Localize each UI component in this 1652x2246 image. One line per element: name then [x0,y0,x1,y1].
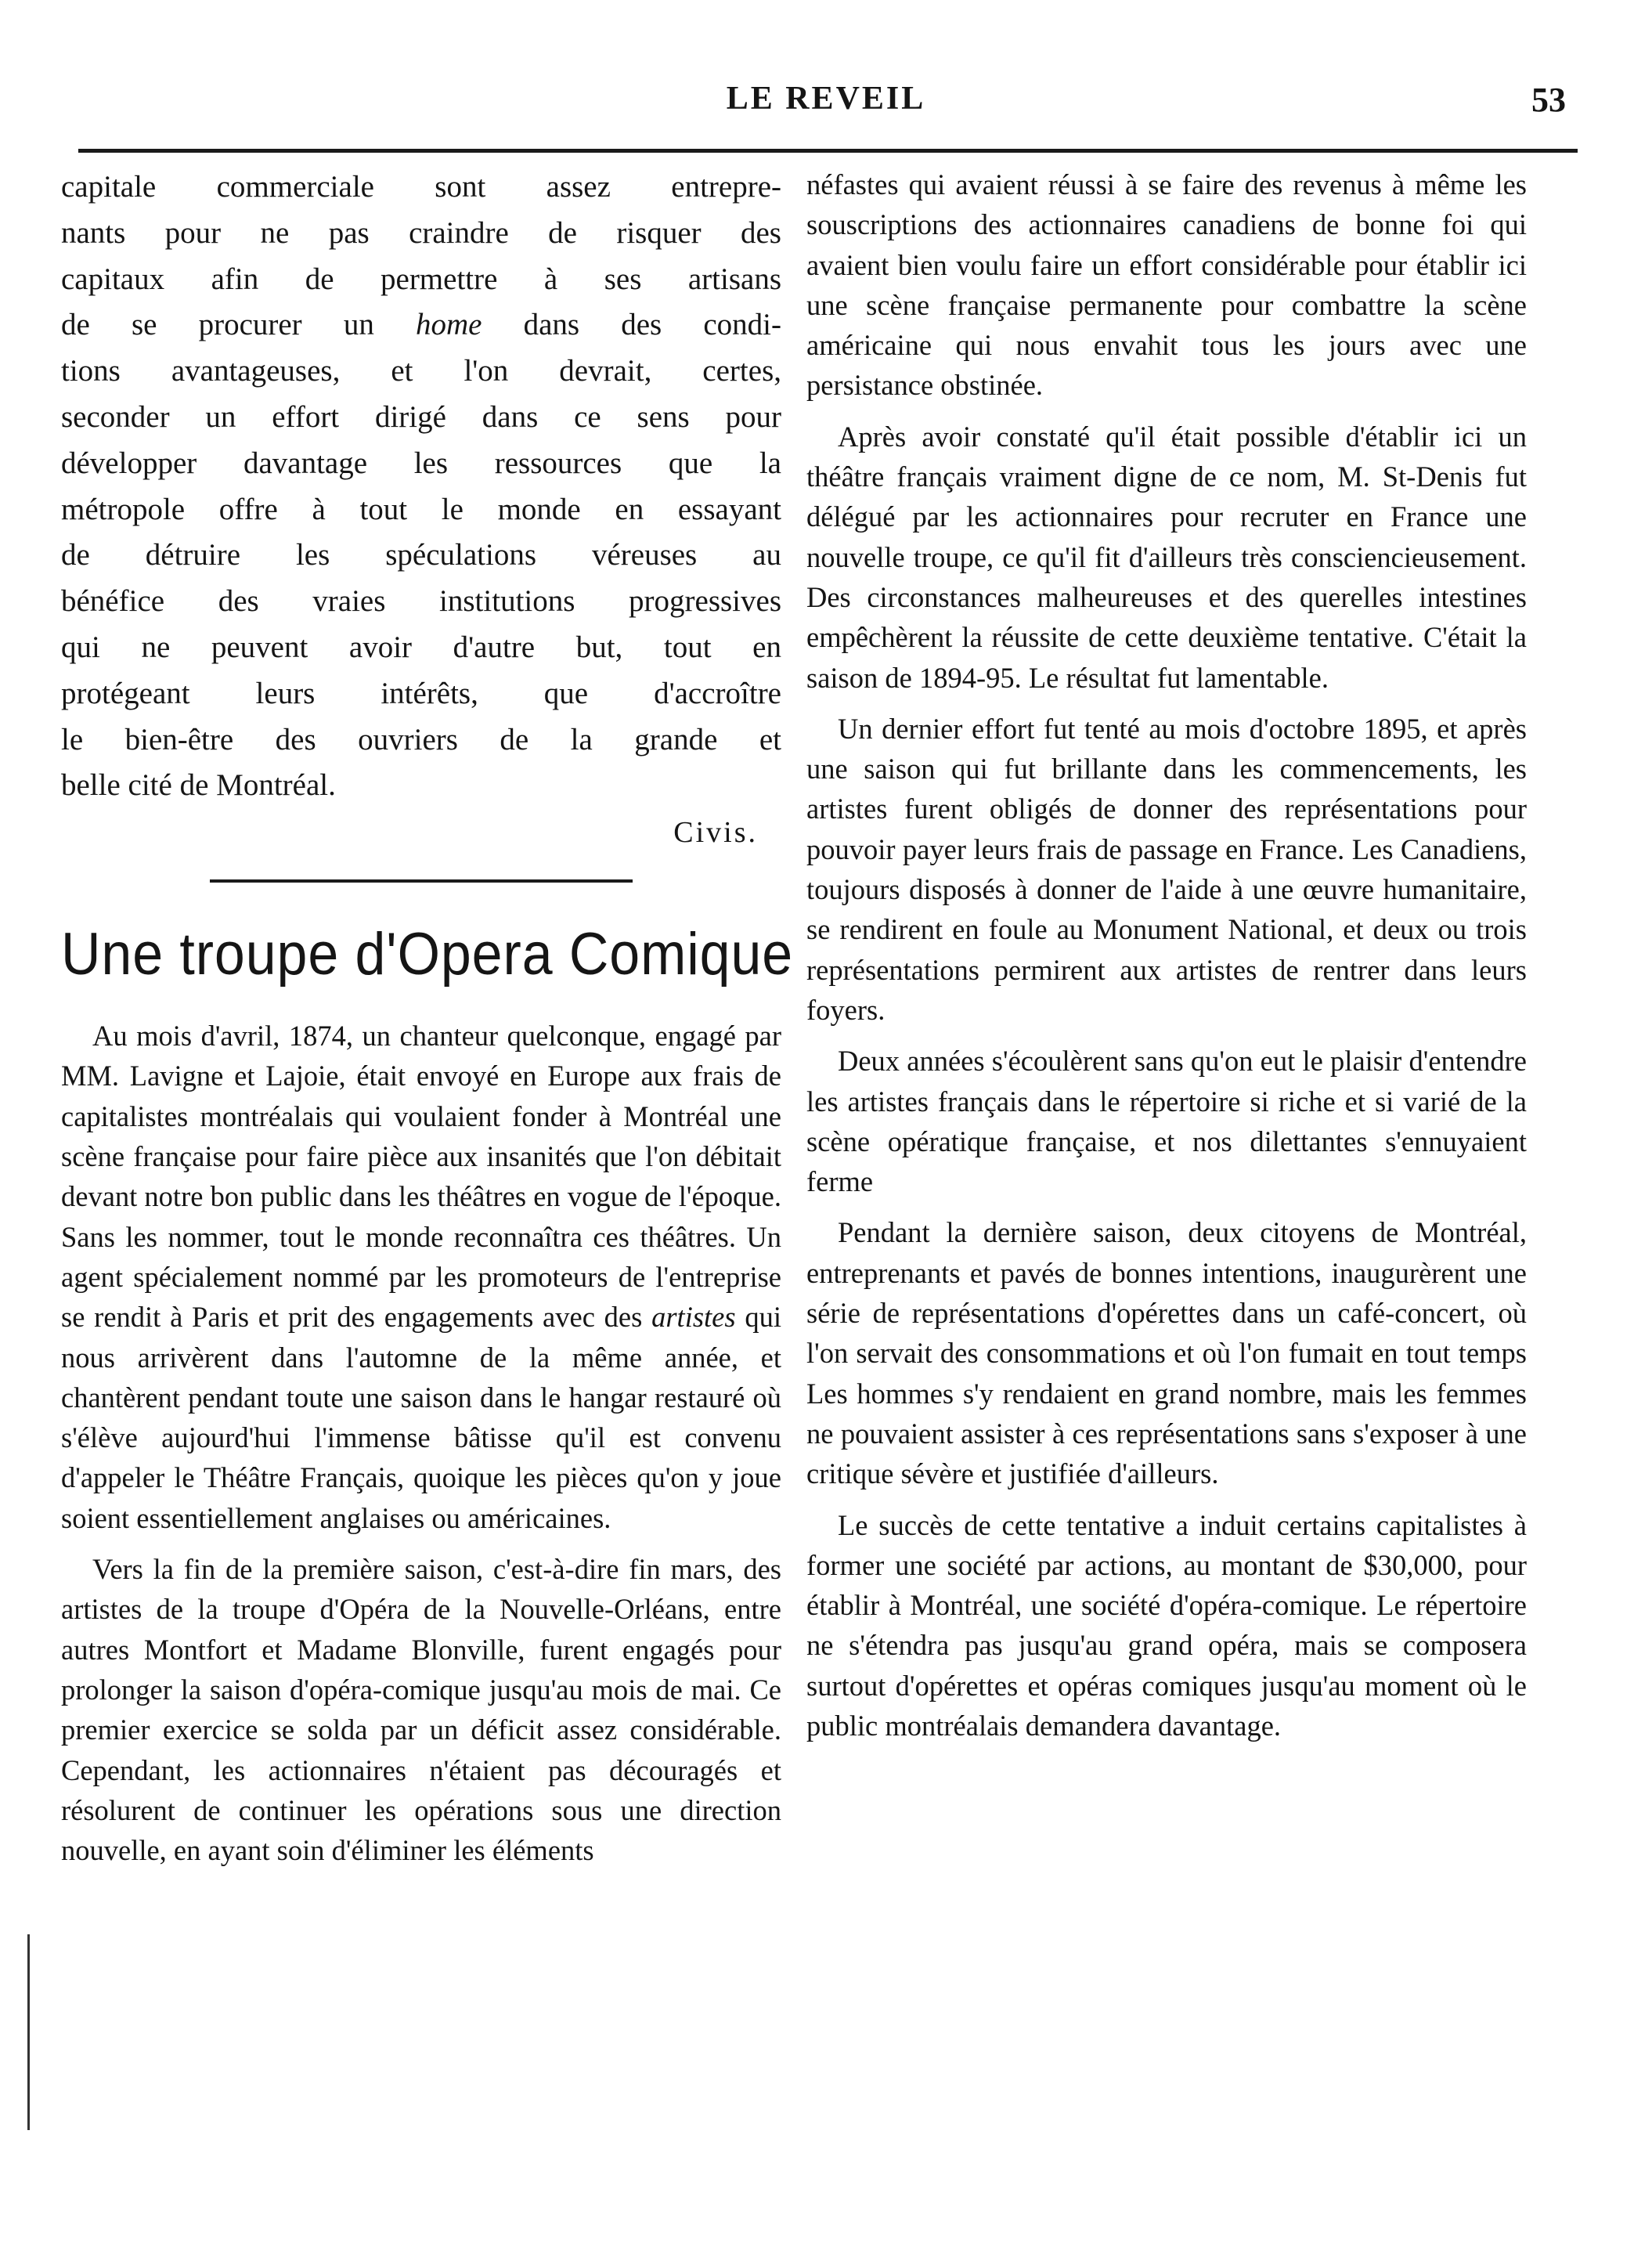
article-paragraph: Vers la fin de la première saison, c'est-à-dire fin mars, des artistes de la troupe d'Opéra de la Nouvelle-Orléans, entre autres Montfort et Madame Blonville, furent engagés pour prolonger la saison d'opéra-comique jusqu'au mois de mai. Ce premier exercice se solda par un déficit assez considérable. Cependant, les actionnaires n'étaient pas découragés et résolurent de continuer les opérations sous une direction nouvelle, en ayant soin d'éliminer les éléments [61,1553,781,1867]
running-title: LE REVEIL [726,81,926,117]
text-line: de détruire les spéculations véreuses au [61,538,781,572]
article-paragraph: Le succès de cette tentative a induit certains capitalistes à former une société par actions, au montant de $30,000, pour établir à Montréal, une société d'opéra-comique. Le répertoire ne s'étendra pas jusqu'au grand opéra, mais se composera surtout d'opérettes et opéras comiques jusqu'au moment où le public montréalais demandera davantage. [806,1508,1527,1742]
article-paragraph [61,1016,781,1538]
article-paragraph: Un dernier effort fut tenté au mois d'octobre 1895, et après une saison qui fut brillante dans les commencements, les artistes furent obligés de donner des représentations pour pouvoir payer leurs frais de passage en France. Les Canadiens, toujours disposés à donner de l'aide à une œuvre humanitaire, se rendirent en foule au Monument National, et deux ou trois représentations permirent aux artistes de rentrer dans leurs foyers. [806,712,1527,1026]
article-paragraph: Après avoir constaté qu'il était possible d'établir ici un théâtre français vraiment digne de ce nom, M. St-Denis fut délégué par les actionnaires pour recruter en France une nouvelle troupe, ce qu'il fit d'ailleurs très consciencieusement. Des circonstances malheureuses et des querelles intestines empêchèrent la réussite de cette deuxième tentative. C'était la saison de 1894-95. Le résultat fut lamentable. [806,420,1527,694]
text-line: seconder un effort dirigé dans ce sens pour [61,399,781,434]
author-signature: Civis. [673,816,758,850]
page-number: 53 [1531,81,1566,119]
margin-mark [27,1934,30,2130]
text-line: capitaux afin de permettre à ses artisans [61,262,781,296]
text-fragment: dans des condi- [482,308,781,342]
text-line: protégeant leurs intérêts, que d'accroître [61,676,781,710]
text-line: nants pour ne pas craindre de risquer des [61,215,781,250]
article-title: Une troupe d'Opera Comique [61,921,794,988]
text-fragment: Au mois d'avril, 1874, un chanteur quelconque, engagé par MM. Lavigne et Lajoie, était envoyé en Europe aux frais de capitalistes montréalais qui voulaient fonder à Montréal une scène française pour faire pièce aux insanités que l'on débitait devant notre bon public dans les théâtres en vogue de l'époque. Sans les nommer, tout le monde reconnaîtra ces théâtres. Un agent spécialement nommé par les promoteurs de l'entreprise se rendit à Paris et prit des engagements avec des [61,1020,781,1334]
article-paragraph: Pendant la dernière saison, deux citoyens de Montréal, entreprenants et pavés de bonnes intentions, inaugurèrent une série de représentations d'opérettes dans un café-concert, où l'on servait des consommations et où l'on fumait en tout temps Les hommes s'y rendaient en grand nombre, mais les femmes ne pouvaient assister à ces représentations sans s'exposer à une critique sévère et justifiée d'ailleurs. [806,1216,1527,1490]
left-column [61,164,794,1881]
text-fragment: qui nous arrivèrent dans l'automne de la même année, et chantèrent pendant toute une saison dans le hangar restauré où s'élève aujourd'hui l'immense bâtisse qu'il est convenu d'appeler le Théâtre Français, quoique les pièces qu'on y joue soient essentiellement anglaises ou américaines. [61,1301,781,1534]
text-line: belle cité de Montréal. [61,768,336,803]
text-fragment: de se procurer un [61,308,416,342]
text-line: métropole offre à tout le monde en essayant [61,492,781,526]
continued-paragraph [61,164,781,809]
italic-word: artistes [651,1301,736,1334]
text-line: tions avantageuses, et l'on devrait, certes, [61,354,781,388]
italic-word: home [415,308,482,342]
article-paragraph: Deux années s'écoulèrent sans qu'on eut le plaisir d'entendre les artistes français dans le répertoire si riche et si varié de la scène opératique française, et nos dilettantes s'ennuyaient ferme [806,1045,1527,1198]
text-line: capitale commerciale sont assez entrepre- [61,170,781,204]
section-divider [210,879,633,883]
page-header [78,80,1574,135]
text-line: qui ne peuvent avoir d'autre but, tout en [61,630,781,664]
text-line [61,302,781,348]
text-line: développer davantage les ressources que la [61,446,781,480]
article-paragraph: néfastes qui avaient réussi à se faire des revenus à même les souscriptions des actionnaires canadiens de bonne foi qui avaient bien voulu faire un effort considérable pour établir ici une scène française permanente pour combattre la scène américaine qui nous envahit tous les jours avec une persistance obstinée. [806,168,1527,402]
text-line: le bien-être des ouvriers de la grande et [61,722,781,756]
header-rule [78,149,1578,153]
text-line: bénéfice des vraies institutions progressives [61,584,781,619]
right-column [806,164,1527,1757]
